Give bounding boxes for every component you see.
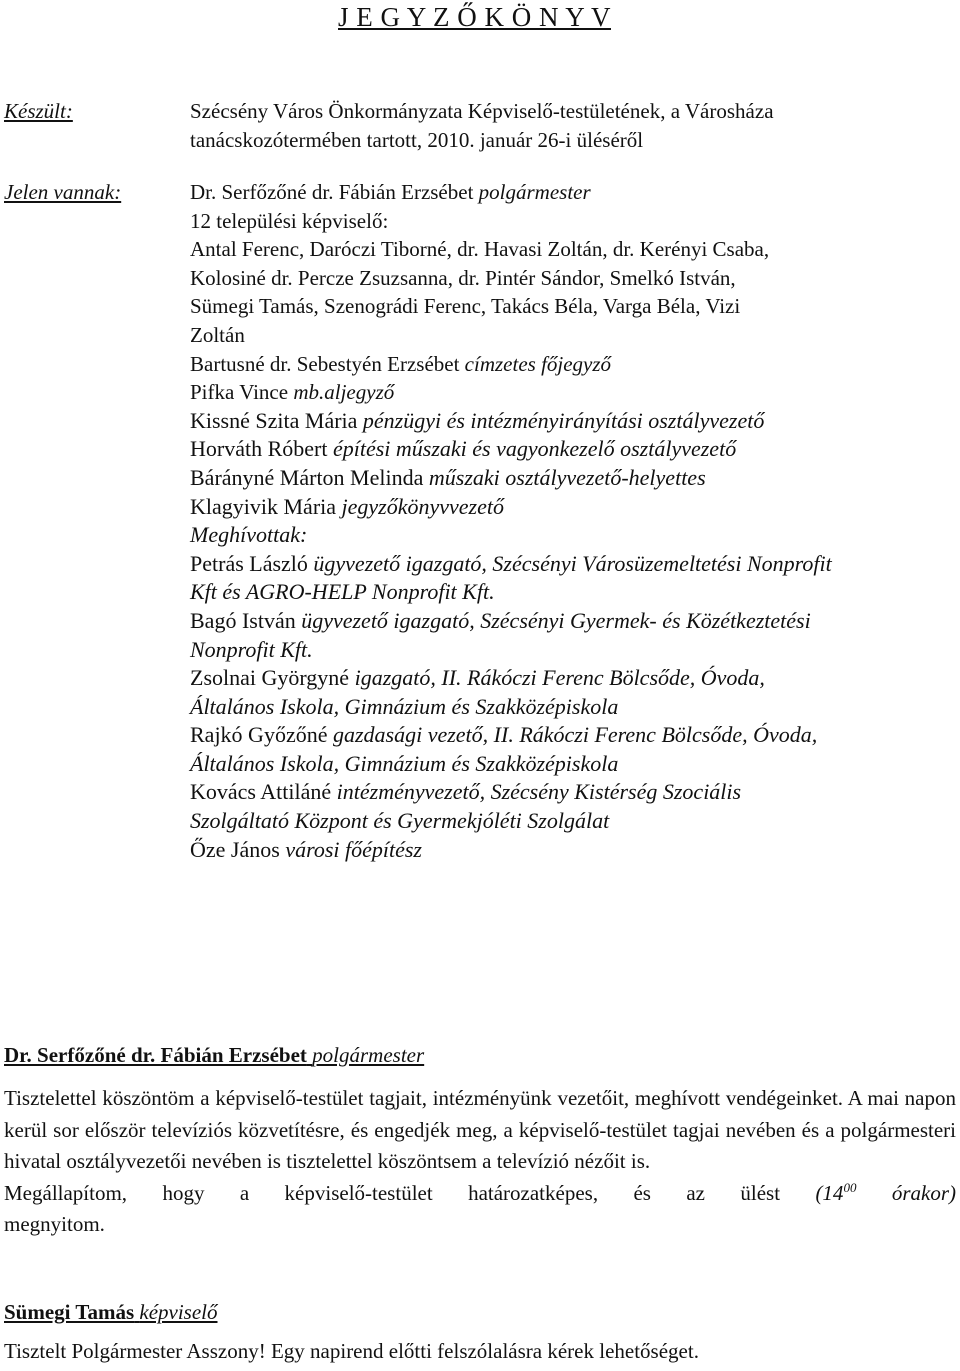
invited-role: ügyvezető igazgató, Szécsényi Gyermek- és Közétkeztetési <box>301 607 811 633</box>
invited-role: gazdasági vezető, II. Rákóczi Ferenc Bölcsőde, Óvoda, <box>332 722 818 748</box>
official-line <box>190 350 950 379</box>
invited-line <box>190 778 950 807</box>
invited-role: igazgató, II. Rákóczi Ferenc Bölcsőde, Óvoda, <box>354 665 765 691</box>
official-role: címzetes főjegyző <box>464 351 612 376</box>
speech-paragraph <box>4 1083 956 1241</box>
invited-line <box>190 607 950 636</box>
speech-paragraph <box>4 1336 956 1368</box>
speech-text-part: Megállapítom, hogy a képviselő-testület határozatképes, és az ülést <box>4 1180 781 1205</box>
official-role: műszaki osztályvezető-helyettes <box>428 464 706 490</box>
time-close: órakor) <box>891 1180 956 1205</box>
mayor-role: polgármester <box>478 180 591 204</box>
official-name: Klagyivik Mária <box>190 493 337 519</box>
invited-role-cont: Általános Iskola, Gimnázium és Szakközépiskola <box>190 693 619 719</box>
invited-label: Meghívottak: <box>190 522 308 548</box>
invited-role: városi főépítész <box>285 836 422 862</box>
mayor-name: Dr. Serfőzőné dr. Fábián Erzsébet <box>190 180 474 204</box>
speaker-name: Sümegi Tamás <box>4 1300 135 1324</box>
official-line <box>190 378 950 407</box>
rep-line: Antal Ferenc, Daróczi Tiborné, dr. Havasi Zoltán, dr. Kerényi Csaba, <box>190 237 770 262</box>
official-name: Horváth Róbert <box>190 436 328 462</box>
keszult-line: Szécsény Város Önkormányzata Képviselő-testületének, a Városháza <box>190 99 774 123</box>
jelen-label: Jelen vannak: <box>4 180 122 204</box>
speech-text-line <box>4 1178 956 1210</box>
invited-role-cont: Nonprofit Kft. <box>190 636 313 662</box>
invited-name: Kovács Attiláné <box>190 779 332 805</box>
invited-line <box>190 550 950 579</box>
official-role: jegyzőkönyvvezető <box>341 493 504 519</box>
keszult-line: tanácskozótermében tartott, 2010. január 26-i üléséről <box>190 127 644 152</box>
rep-line: Kolosiné dr. Percze Zsuzsanna, dr. Pintér Sándor, Smelkó István, <box>190 265 736 290</box>
invited-role: intézményvezető, Szécsény Kistérség Szociális <box>336 779 742 805</box>
rep-line: 12 települési képviselő: <box>190 208 389 233</box>
mayor-line <box>190 178 950 207</box>
official-role: pénzügyi és intézményirányítási osztályvezető <box>362 407 765 433</box>
invited-line <box>190 664 950 693</box>
official-line <box>190 407 950 436</box>
time-open: (14 <box>815 1180 844 1205</box>
invited-role-cont: Szolgáltató Központ és Gyermekjóléti Szolgálat <box>190 808 610 834</box>
invited-name: Őze János <box>190 836 280 862</box>
speaker-heading <box>4 1298 218 1326</box>
speaker-name: Dr. Serfőzőné dr. Fábián Erzsébet <box>4 1043 307 1067</box>
speaker-role: képviselő <box>139 1300 218 1324</box>
speaker-heading <box>4 1041 424 1069</box>
document-title: J E G Y Z Ő K Ö N Y V <box>338 2 611 32</box>
attendees-block <box>190 178 950 864</box>
speech-text-end: megnyitom. <box>4 1212 105 1236</box>
official-line <box>190 435 950 464</box>
official-line <box>190 493 950 522</box>
invited-name: Petrás László <box>190 550 308 576</box>
invited-role-cont: Kft és AGRO-HELP Nonprofit Kft. <box>190 579 495 605</box>
time-sup: 00 <box>843 1179 857 1195</box>
keszult-text <box>190 97 950 154</box>
official-role: építési műszaki és vagyonkezelő osztályvezető <box>332 436 737 462</box>
keszult-label: Készült: <box>4 99 73 123</box>
invited-role-cont: Általános Iskola, Gimnázium és Szakközépiskola <box>190 750 619 776</box>
invited-name: Rajkó Győzőné <box>190 722 328 748</box>
official-name: Bartusné dr. Sebestyén Erzsébet <box>190 351 460 376</box>
invited-role: ügyvezető igazgató, Szécsényi Városüzemeltetési Nonprofit <box>313 550 832 576</box>
invited-name: Bagó István <box>190 607 296 633</box>
speaker-role: polgármester <box>312 1043 425 1067</box>
official-name: Bárányné Márton Melinda <box>190 464 424 490</box>
official-name: Pifka Vince <box>190 380 289 405</box>
rep-line: Sümegi Tamás, Szenográdi Ferenc, Takács Béla, Varga Béla, Vizi <box>190 294 741 319</box>
speech-text: Tisztelettel köszöntöm a képviselő-testület tagjait, intézményünk vezetőit, meghívott vendégeinket. A mai napon kerül sor először televíziós közvetítésre, és engedjék meg, a képviselő-testület tagjai nevében és a polgármesteri hivatal osztályvezetői nevében is tisztelettel köszöntsem a televízió nézőit is. <box>4 1086 956 1173</box>
invited-name: Zsolnai Györgyné <box>190 665 350 691</box>
rep-line: Zoltán <box>190 322 245 347</box>
speech-text: Tisztelt Polgármester Asszony! Egy napirend előtti felszólalásra kérek lehetőséget. <box>4 1339 699 1363</box>
official-role: mb.aljegyző <box>293 380 395 405</box>
invited-line <box>190 836 950 865</box>
official-name: Kissné Szita Mária <box>190 407 358 433</box>
official-line <box>190 464 950 493</box>
invited-line <box>190 721 950 750</box>
